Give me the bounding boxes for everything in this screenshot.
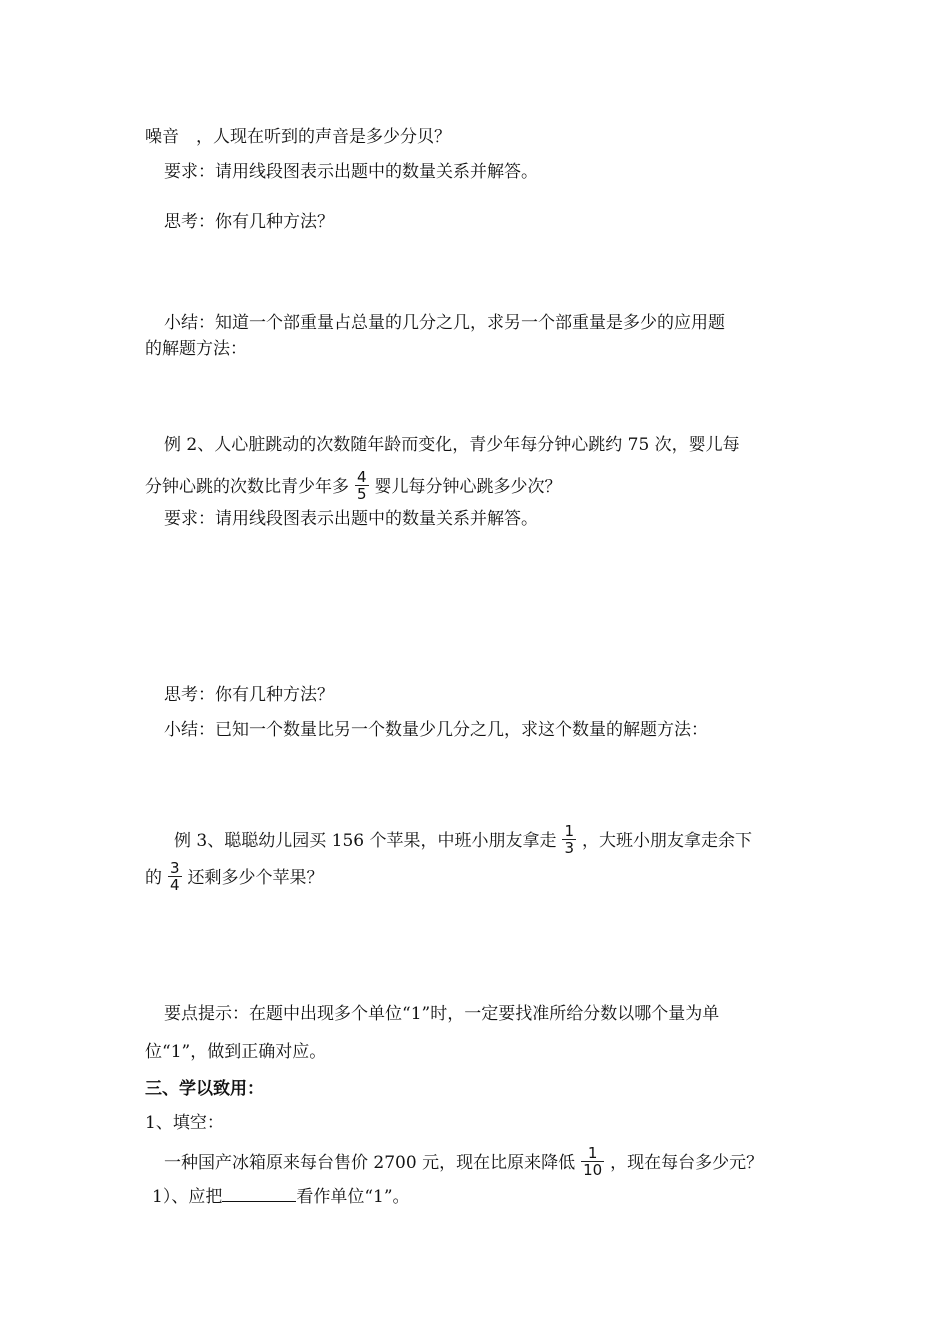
example-2-text-b: 婴儿每分钟心跳多少次？ [374, 477, 562, 497]
requirement-line-2: 要求：请用线段图表示出题中的数量关系并解答。 [164, 509, 538, 529]
question-1-sub-1 [152, 1183, 410, 1209]
requirement-line: 要求：请用线段图表示出题中的数量关系并解答。 [164, 162, 538, 182]
summary-line-2: 小结：已知一个数量比另一个数量少几分之几，求这个数量的解题方法： [164, 720, 708, 740]
example-3-text-d: 还剩多少个苹果？ [187, 868, 324, 888]
example-3-text-c: 的 [145, 868, 162, 888]
text-line: 噪音 ，人现在听到的声音是多少分贝？ [145, 127, 451, 147]
example-2-line-1: 例 2、人心脏跳动的次数随年龄而变化，青少年每分钟心跳约 75 次，婴儿每 [164, 435, 740, 455]
section-heading: 三、学以致用： [145, 1079, 264, 1099]
summary-line: 小结：知道一个部重量占总量的几分之几，求另一个部重量是多少的应用题 [164, 313, 725, 333]
question-1-text-b: ，现在每台多少元？ [610, 1153, 764, 1173]
summary-line-cont: 的解题方法： [145, 339, 247, 359]
think-line-2: 思考：你有几种方法？ [164, 685, 334, 705]
fraction-numerator: 1 [564, 822, 575, 840]
example-2-line-2 [145, 468, 562, 504]
fraction-numerator: 1 [581, 1145, 604, 1162]
fraction-numerator: 4 [357, 468, 367, 486]
fraction-one-tenth [581, 1145, 604, 1178]
fraction-three-fourths [168, 860, 182, 893]
example-3-line-1 [174, 822, 753, 858]
example-3-text-b: ，大班小朋友拿走余下 [582, 831, 753, 851]
fill-in-blank[interactable] [222, 1183, 296, 1202]
example-2-text-a: 分钟心跳的次数比青少年多 [145, 477, 349, 497]
key-tip-line-2: 位“1”，做到正确对应。 [145, 1042, 327, 1062]
question-1-text [164, 1144, 764, 1180]
question-1-label: 1、填空： [145, 1113, 224, 1133]
fraction-one-third [562, 823, 576, 856]
fraction-denominator: 5 [357, 485, 367, 503]
fraction-denominator: 4 [170, 876, 180, 894]
fraction-four-fifths [355, 469, 369, 502]
fraction-denominator: 10 [583, 1161, 603, 1179]
question-1-text-a: 一种国产冰箱原来每台售价 2700 元，现在比原来降低 [164, 1153, 576, 1173]
question-1-sub-1-a: 1）、应把 [152, 1187, 223, 1207]
key-tip-line-1: 要点提示：在题中出现多个单位“1”时，一定要找准所给分数以哪个量为单 [164, 1004, 720, 1024]
question-1-sub-1-b: 看作单位“1”。 [296, 1187, 410, 1207]
fraction-denominator: 3 [564, 839, 575, 857]
example-3-line-2 [145, 859, 324, 895]
example-3-text-a: 例 3、聪聪幼儿园买 156 个苹果，中班小朋友拿走 [174, 831, 557, 851]
think-line: 思考：你有几种方法？ [164, 212, 334, 232]
fraction-numerator: 3 [170, 859, 180, 877]
